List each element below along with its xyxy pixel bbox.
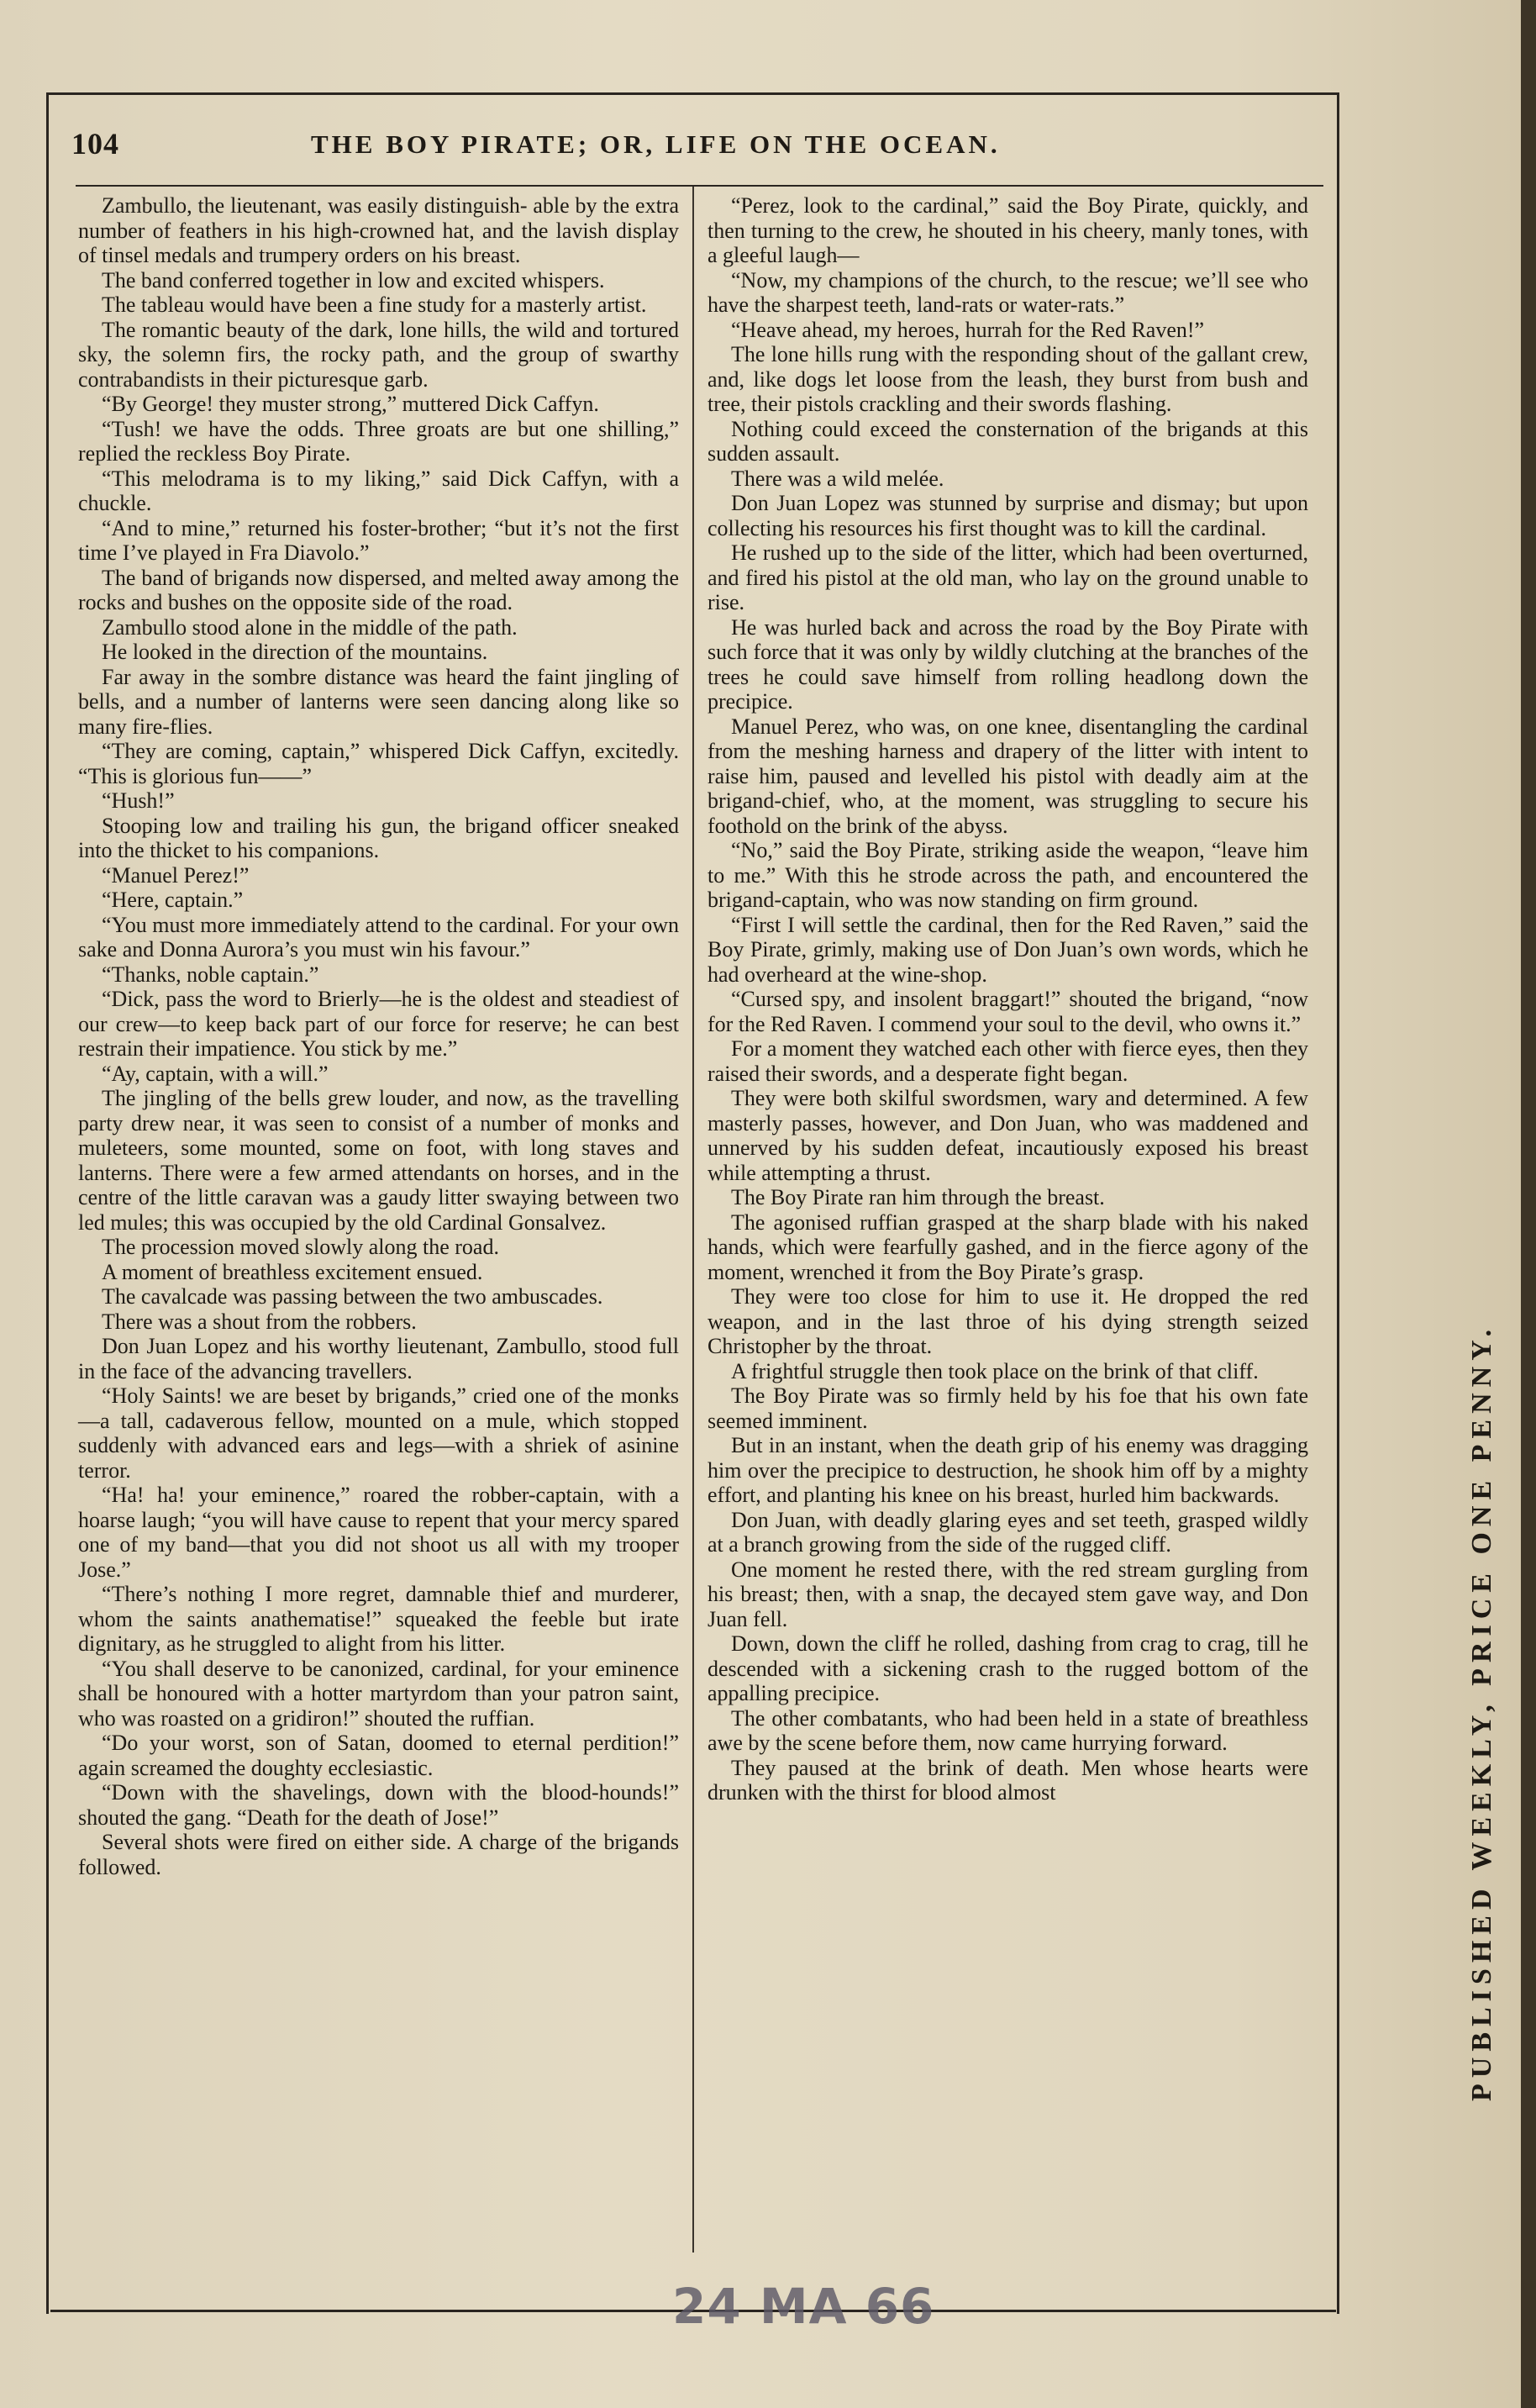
paragraph: Zambullo stood alone in the middle of the path.	[102, 614, 518, 640]
paragraph: One moment he rested there, with the red stream gurgling from his breast; then, with a snap, the decayed stem gave way, and Don Juan fell.	[708, 1557, 1308, 1631]
paragraph: Don Juan Lopez and his worthy lieutenant, Zambullo, stood full in the face of the advancing travellers.	[78, 1334, 679, 1383]
paragraph: “First I will settle the cardinal, then for the Red Raven,” said the Boy Pirate, grimly, making use of Don Juan’s own words, which he had overheard at the wine-shop.	[708, 912, 1308, 987]
right-column	[708, 193, 1308, 1805]
left-column	[78, 193, 679, 1879]
paragraph: “Cursed spy, and insolent braggart!” shouted the brigand, “now for the Red Raven. I commend your soul to the devil, who owns it.”	[708, 987, 1308, 1036]
binding-edge	[1521, 0, 1536, 2408]
paragraph: They paused at the brink of death. Men whose hearts were drunken with the thirst for blood almost	[708, 1755, 1308, 1805]
paragraph: Zambullo, the lieutenant, was easily distinguish- able by the extra number of feathers in his high-crowned hat, and the lavish display of tinsel medals and trumpery orders on his breast.	[78, 193, 679, 267]
paragraph: There was a shout from the robbers.	[102, 1309, 417, 1334]
paragraph: “Now, my champions of the church, to the rescue; we’ll see who have the sharpest teeth, land-rats or water-rats.”	[708, 267, 1308, 317]
paragraph: They were too close for him to use it. He dropped the red weapon, and in the last throe of his dying strength seized Christopher by the throat.	[708, 1284, 1308, 1358]
paragraph: “Do your worst, son of Satan, doomed to eternal perdition!” again screamed the doughty ecclesiastic.	[78, 1731, 679, 1780]
paragraph: “Heave ahead, my heroes, hurrah for the Red Raven!”	[731, 317, 1205, 342]
column-divider	[692, 187, 694, 2253]
page-header	[71, 126, 1315, 177]
paragraph: The other combatants, who had been held in a state of breathless awe by the scene before them, now came hurrying forward.	[708, 1705, 1308, 1755]
paragraph: Down, down the cliff he rolled, dashing from crag to crag, till he descended with a sickening crash to the rugged bottom of the appalling precipice.	[708, 1631, 1308, 1705]
paragraph: “Down with the shavelings, down with the blood-hounds!” shouted the gang. “Death for the death of Jose!”	[78, 1780, 679, 1830]
paragraph: Stooping low and trailing his gun, the brigand officer sneaked into the thicket to his companions.	[78, 813, 679, 862]
paragraph: “Thanks, noble captain.”	[102, 962, 319, 987]
paragraph: “Here, captain.”	[102, 888, 244, 912]
side-imprint: PUBLISHED WEEKLY, PRICE ONE PENNY.	[1466, 1323, 1497, 2101]
paragraph: “Dick, pass the word to Brierly—he is the oldest and steadiest of our crew—to keep back part of our force for reserve; he can best restrain their impatience. You stick by me.”	[78, 987, 679, 1061]
running-title: THE BOY PIRATE; OR, LIFE ON THE OCEAN.	[311, 129, 1001, 159]
paragraph: “No,” said the Boy Pirate, striking aside the weapon, “leave him to me.” With this he strode across the path, and encountered the brigand-captain, who was now standing on firm ground.	[708, 838, 1308, 912]
paragraph: “Hush!”	[102, 788, 175, 813]
paragraph: “There’s nothing I more regret, damnable thief and murderer, whom the saints anathematise!” squeaked the feeble but irate dignitary, as he struggled to alight from his litter.	[78, 1582, 679, 1656]
paragraph: Don Juan Lopez was stunned by surprise and dismay; but upon collecting his resources his first thought was to kill the cardinal.	[708, 491, 1308, 540]
paragraph: The cavalcade was passing between the two ambuscades.	[102, 1284, 603, 1309]
paragraph: “Holy Saints! we are beset by brigands,” cried one of the monks—a tall, cadaverous fellow, mounted on a mule, which stopped suddenly with advanced ears and legs—with a shriek of asinine terror.	[78, 1383, 679, 1483]
paragraph: A frightful struggle then took place on the brink of that cliff.	[731, 1358, 1259, 1383]
paragraph: He rushed up to the side of the litter, which had been overturned, and fired his pistol at the old man, who lay on the ground unable to rise.	[708, 540, 1308, 614]
paragraph: There was a wild melée.	[731, 466, 944, 491]
paragraph: “Manuel Perez!”	[102, 862, 250, 888]
paragraph: “Perez, look to the cardinal,” said the Boy Pirate, quickly, and then turning to the crew, he shouted in his cheery, manly tones, with a gleeful laugh—	[708, 193, 1308, 267]
paragraph: He was hurled back and across the road by the Boy Pirate with such force that it was only by wildly clutching at the branches of the trees he could save himself from rolling headlong down the precipice.	[708, 614, 1308, 714]
paragraph: The jingling of the bells grew louder, and now, as the travelling party drew near, it was seen to consist of a number of monks and muleteers, some mounted, some on foot, with long staves and lanterns. There were a few armed attendants on horses, and in the centre of the little caravan was a gaudy litter swaying between two led mules; this was occupied by the old Cardinal Gonsalvez.	[78, 1086, 679, 1235]
paragraph: The Boy Pirate was so firmly held by his foe that his own fate seemed imminent.	[708, 1383, 1308, 1433]
date-stamp: 24 MA 66	[672, 2278, 935, 2335]
paragraph: Nothing could exceed the consternation of the brigands at this sudden assault.	[708, 416, 1308, 466]
paragraph: “Ay, captain, with a will.”	[102, 1061, 329, 1086]
paragraph: He looked in the direction of the mountains.	[102, 640, 488, 664]
paragraph: The band of brigands now dispersed, and melted away among the rocks and bushes on the opposite side of the road.	[78, 565, 679, 614]
paragraph: Far away in the sombre distance was heard the faint jingling of bells, and a number of lanterns were seen dancing along like so many fire-flies.	[78, 664, 679, 739]
paragraph: “And to mine,” returned his foster-brother; “but it’s not the first time I’ve played in Fra Diavolo.”	[78, 515, 679, 565]
paragraph: The lone hills rung with the responding shout of the gallant crew, and, like dogs let loose from the leash, they burst from bush and tree, their pistols crackling and their swords flashing.	[708, 342, 1308, 416]
paragraph: The Boy Pirate ran him through the breast.	[731, 1185, 1105, 1209]
header-rule	[76, 185, 1323, 187]
paragraph: They were both skilful swordsmen, wary and determined. A few masterly passes, however, and Don Juan, who was maddened and unnerved by his sudden defeat, incautiously exposed his breast while attempting a thrust.	[708, 1086, 1308, 1185]
paragraph: “You shall deserve to be canonized, cardinal, for your eminence shall be honoured with a hotter martyrdom than your patron saint, who was roasted on a gridiron!” shouted the ruffian.	[78, 1656, 679, 1731]
paragraph: For a moment they watched each other with fierce eyes, then they raised their swords, and a desperate fight began.	[708, 1036, 1308, 1086]
paragraph: But in an instant, when the death grip of his enemy was dragging him over the precipice to destruction, he shook him off by a mighty effort, and planting his knee on his breast, hurled him backwards.	[708, 1433, 1308, 1507]
page-number: 104	[71, 127, 119, 161]
paragraph: “By George! they muster strong,” muttered Dick Caffyn.	[102, 392, 599, 416]
paragraph: “They are coming, captain,” whispered Dick Caffyn, excitedly. “This is glorious fun——”	[78, 739, 679, 788]
paragraph: “You must more immediately attend to the cardinal. For your own sake and Donna Aurora’s you must win his favour.”	[78, 912, 679, 962]
paragraph: The band conferred together in low and excited whispers.	[102, 267, 605, 292]
paragraph: “Tush! we have the odds. Three groats are but one shilling,” replied the reckless Boy Pirate.	[78, 416, 679, 466]
paragraph: Don Juan, with deadly glaring eyes and set teeth, grasped wildly at a branch growing from the side of the rugged cliff.	[708, 1507, 1308, 1557]
paragraph: The agonised ruffian grasped at the sharp blade with his naked hands, which were fearfully gashed, and in the fierce agony of the moment, wrenched it from the Boy Pirate’s grasp.	[708, 1209, 1308, 1284]
paragraph: A moment of breathless excitement ensued.	[102, 1259, 483, 1284]
paragraph: The tableau would have been a fine study for a masterly artist.	[102, 292, 647, 317]
paragraph: Manuel Perez, who was, on one knee, disentangling the cardinal from the meshing harness and drapery of the litter with intent to raise him, paused and levelled his pistol with deadly aim at the brigand-chief, who, at the moment, was struggling to secure his foothold on the brink of the abyss.	[708, 714, 1308, 838]
paragraph: The procession moved slowly along the road.	[102, 1235, 499, 1259]
paragraph: Several shots were fired on either side. A charge of the brigands followed.	[78, 1830, 679, 1879]
paragraph: “This melodrama is to my liking,” said Dick Caffyn, with a chuckle.	[78, 466, 679, 515]
paragraph: The romantic beauty of the dark, lone hills, the wild and tortured sky, the solemn firs, the rocky path, and the group of swarthy contrabandists in their picturesque garb.	[78, 317, 679, 392]
paragraph: “Ha! ha! your eminence,” roared the robber-captain, with a hoarse laugh; “you will have cause to repent that your mercy spared one of my band—that you did not shoot us all with my trooper Jose.”	[78, 1483, 679, 1582]
